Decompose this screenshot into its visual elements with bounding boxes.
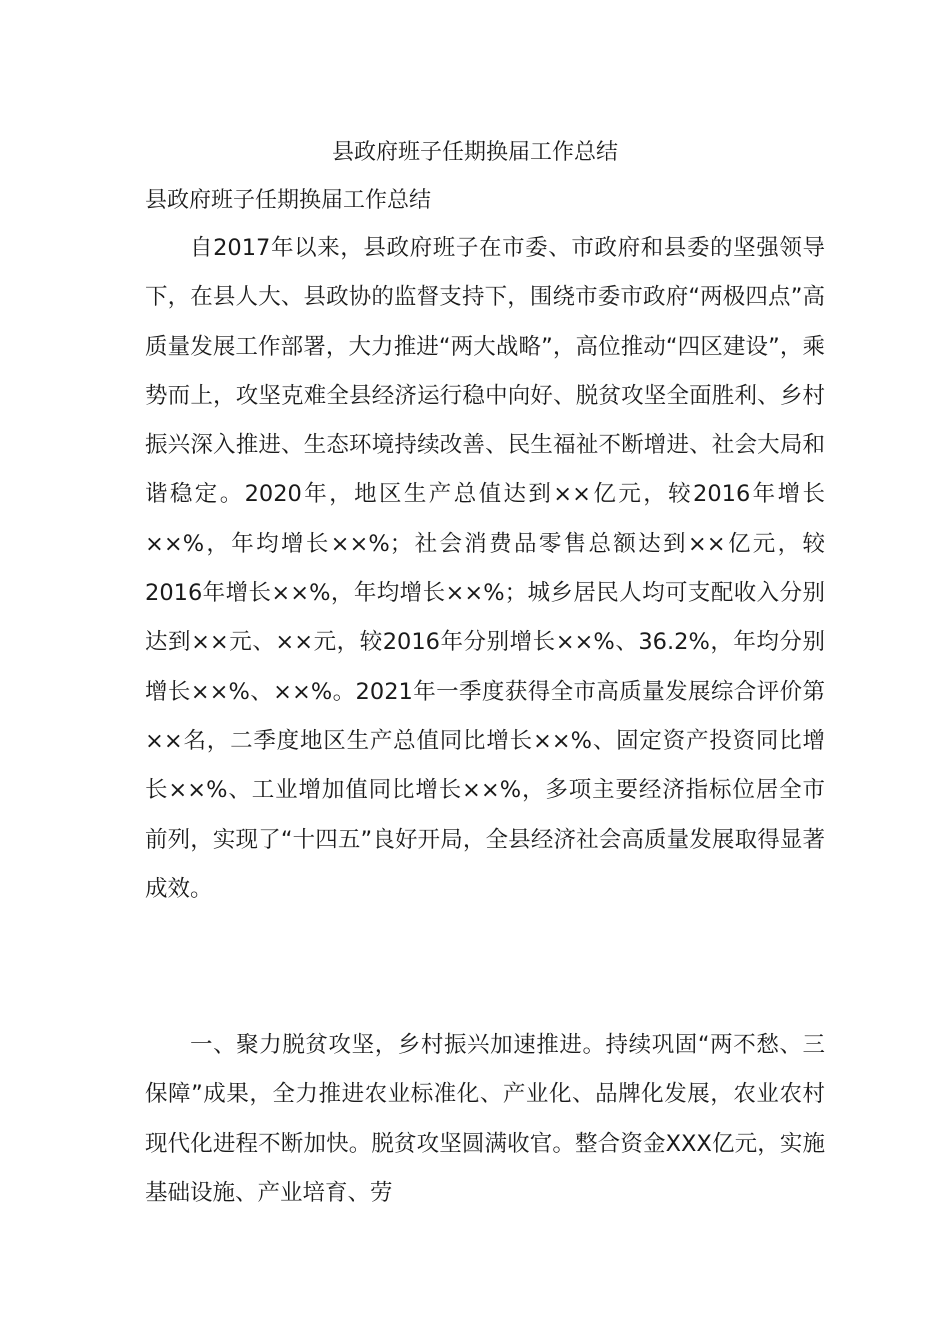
document-title: 县政府班子任期换届工作总结 [331,140,618,165]
paragraph-section-one: 一、聚力脱贫攻坚，乡村振兴加速推进。持续巩固“两不愁、三保障”成果，全力推进农业标准化、产业化、品牌化发展，农业农村现代化进程不断加快。脱贫攻坚圆满收官。整合资金XXX亿元，实施基础设施、产业培育、劳 [145,1032,825,1206]
paragraph-intro: 自2017年以来，县政府班子在市委、市政府和县委的坚强领导下，在县人大、县政协的监督支持下，围绕市委市政府“两极四点”高质量发展工作部署，大力推进“两大战略”，高位推动“四区建设”，乘势而上，攻坚克难全县经济运行稳中向好、脱贫攻坚全面胜利、乡村振兴深入推进、生态环境持续改善、民生福祉不断增进、社会大局和谐稳定。2020年，地区生产总值达到××亿元，较2016年增长××%，年均增长××%；社会消费品零售总额达到××亿元，较2016年增长××%，年均增长××%；城乡居民人均可支配收入分别达到××元、××元，较2016年分别增长××%、36.2%，年均分别增长××%、××%。2021年一季度获得全市高质量发展综合评价第××名，二季度地区生产总值同比增长××%、固定资产投资同比增长××%、工业增加值同比增长××%，多项主要经济指标位居全市前列，实现了“十四五”良好开局，全县经济社会高质量发展取得显著成效。 [145,235,825,902]
document-subtitle: 县政府班子任期换届工作总结 [145,188,432,213]
